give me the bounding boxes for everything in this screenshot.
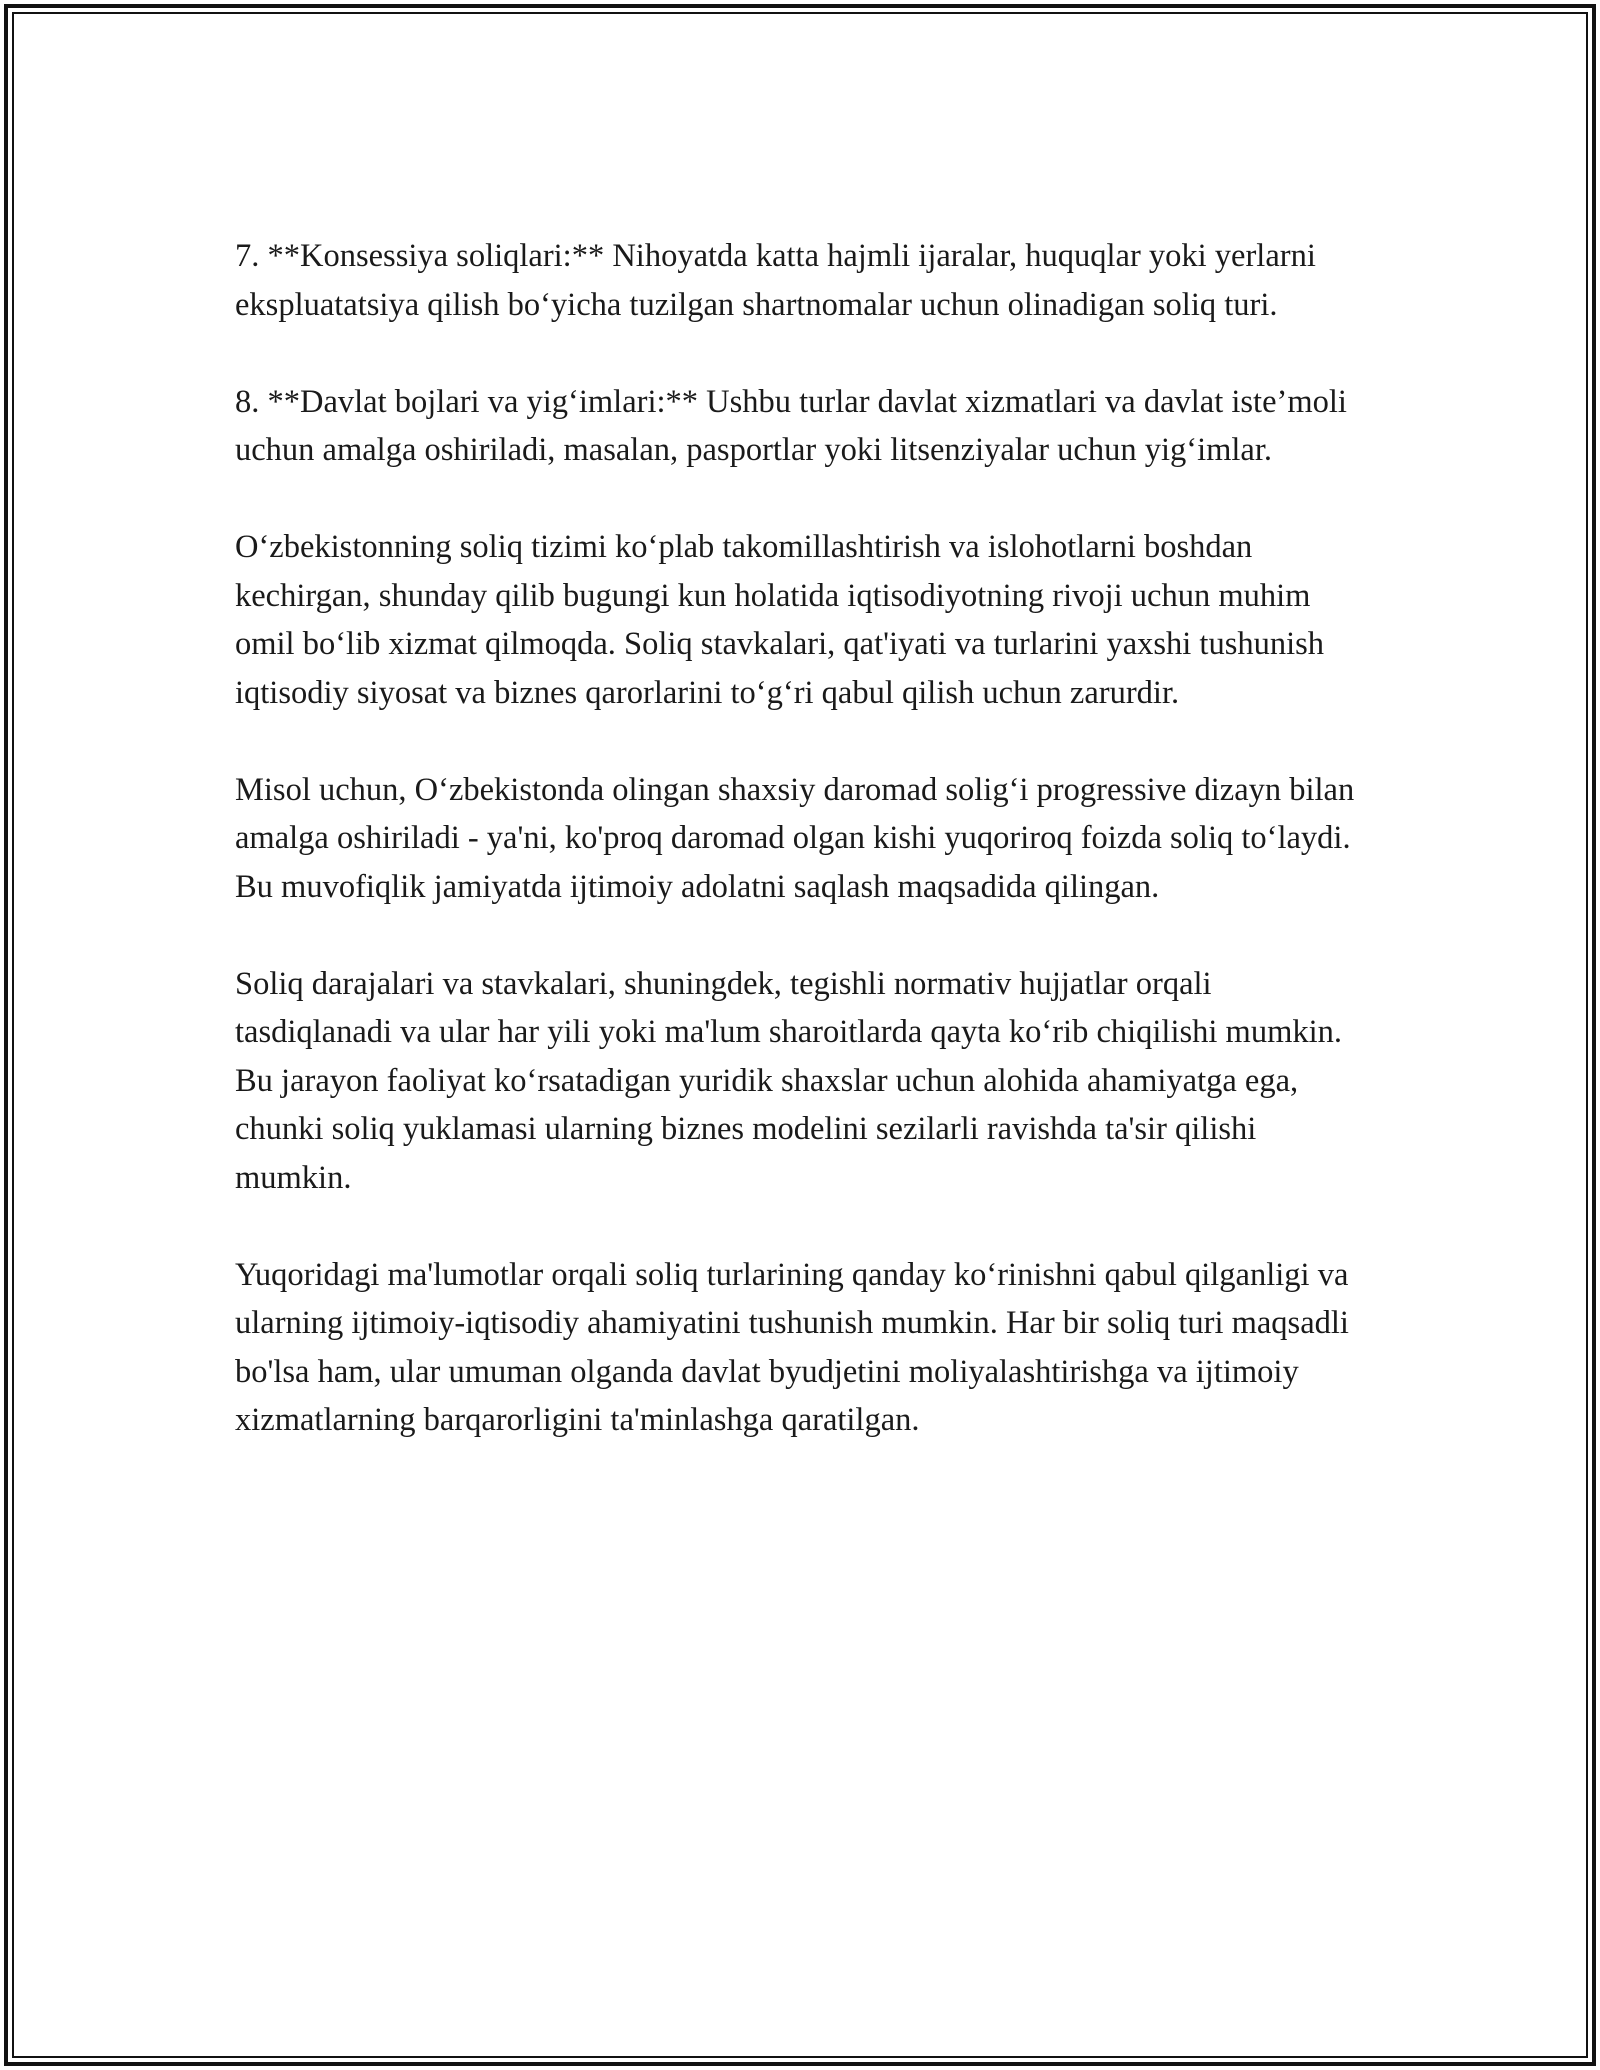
- paragraph-xulosa: Yuqoridagi ma'lumotlar orqali soliq turlarining qanday ko‘rinishni qabul qilganligi va ularning ijtimoiy-iqtisodiy ahamiyatini tushunish mumkin. Har bir soliq turi maqsadli bo'lsa ham, ular umuman olganda davlat byudjetini moliyalashtirishga va ijtimoiy xizmatlarning barqarorligini ta'minlashga qaratilgan.: [235, 1256, 1349, 1438]
- paragraph-shaxsiy-daromad-soligi: Misol uchun, O‘zbekistonda olingan shaxsiy daromad solig‘i progressive dizayn bilan amalga oshiriladi - ya'ni, ko'proq daromad olgan kishi yuqoriroq foizda soliq to‘laydi. Bu muvofiqlik jamiyatda ijtimoiy adolatni saqlash maqsadida qilingan.: [235, 771, 1355, 905]
- paragraph-soliq-tizimi: O‘zbekistonning soliq tizimi ko‘plab takomillashtirish va islohotlarni boshdan kechirgan, shunday qilib bugungi kun holatida iqtisodiyotning rivoji uchun muhim omil bo‘lib xizmat qilmoqda. Soliq stavkalari, qat'iyati va turlarini yaxshi tushunish iqtisodiy siyosat va biznes qarorlarini to‘g‘ri qabul qilish uchun zarurdir.: [235, 529, 1325, 711]
- paragraph-soliq-darajalari: Soliq darajalari va stavkalari, shuningdek, tegishli normativ hujjatlar orqali tasdiqlanadi va ular har yili yoki ma'lum sharoitlarda qayta ko‘rib chiqilishi mumkin. Bu jarayon faoliyat ko‘rsatadigan yuridik shaxslar uchun alohida ahamiyatga ega, chunki soliq yuklamasi ularning biznes modelini sezilarli ravishda ta'sir qilishi mumkin.: [235, 965, 1342, 1196]
- paragraph-davlat-bojlari: 8. **Davlat bojlari va yig‘imlari:** Ushbu turlar davlat xizmatlari va davlat iste’moli uchun amalga oshiriladi, masalan, pasportlar yoki litsenziyalar uchun yig‘imlar.: [235, 383, 1347, 468]
- document-body: [235, 232, 1365, 1445]
- paragraph-konsessiya-soliqlari: 7. **Konsessiya soliqlari:** Nihoyatda katta hajmli ijaralar, huquqlar yoki yerlarni ekspluatatsiya qilish bo‘yicha tuzilgan shartnomalar uchun olinadigan soliq turi.: [235, 238, 1316, 323]
